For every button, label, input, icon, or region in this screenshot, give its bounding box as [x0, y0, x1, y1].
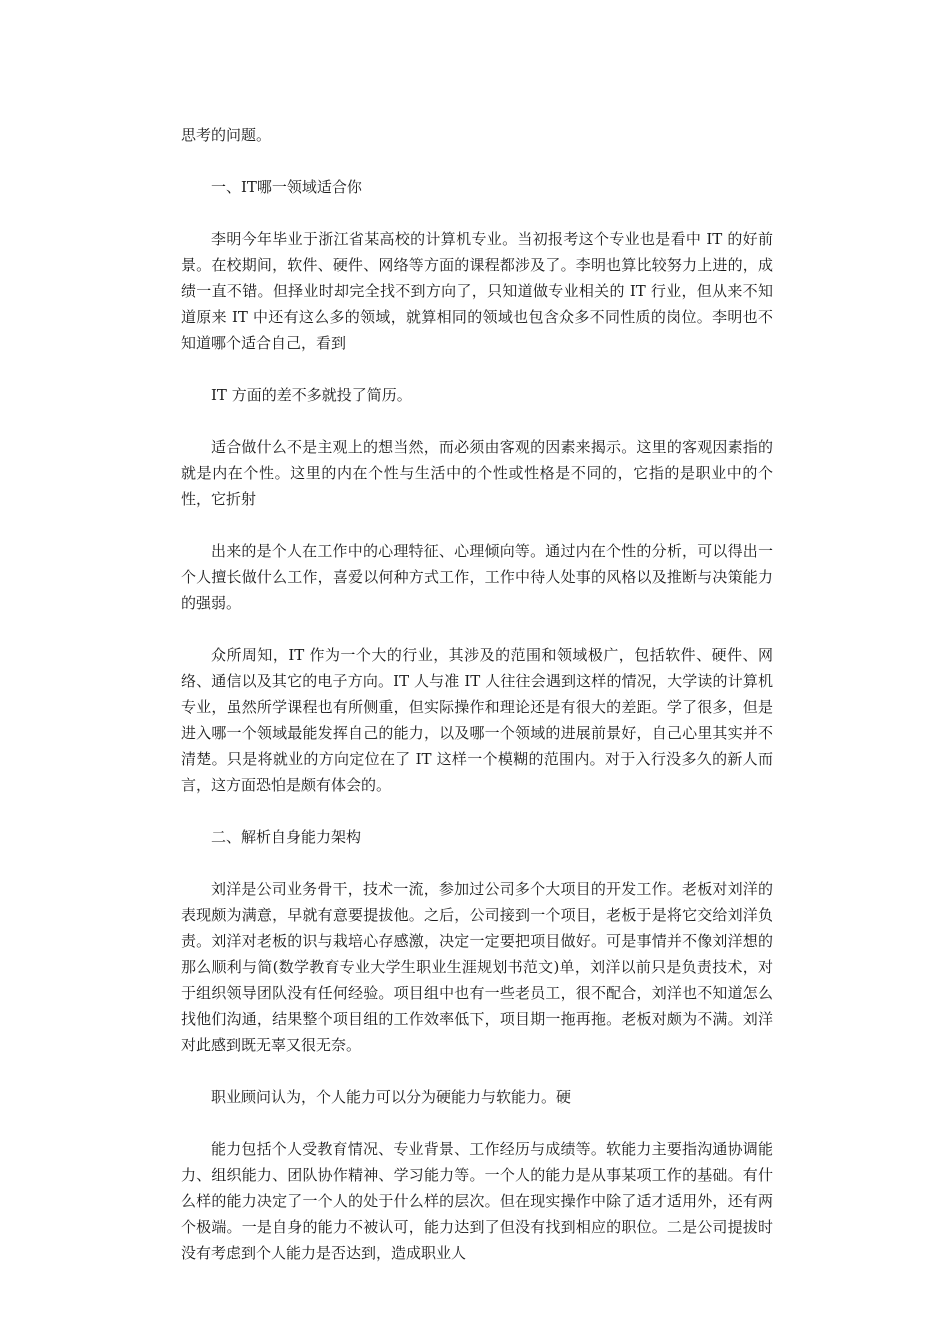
section-heading-1: 一、IT哪一领域适合你 [211, 178, 362, 196]
paragraph-8: 职业顾问认为，个人能力可以分为硬能力与软能力。硬 [211, 1088, 572, 1106]
paragraph-6: 众所周知，IT 作为一个大的行业，其涉及的范围和领域极广，包括软件、硬件、网络、通信以及其它的电子方向。IT 人与准 IT 人往往会遇到这样的情况，大学读的计算机专业，虽然所学课程也有所侧重，但实际操作和理论还是有很大的差距。学了很多，但是进入哪一个领域最能发挥自己的能力，以及哪一个领域的进展前景好，自己心里其实并不清楚。只是将就业的方向定位在了 IT 这样一个模糊的范围内。对于入行没多久的新人而言，这方面恐怕是颇有体会的。 [181, 646, 773, 794]
document-body [181, 122, 773, 1292]
paragraph-9: 能力包括个人受教育情况、专业背景、工作经历与成绩等。软能力主要指沟通协调能力、组织能力、团队协作精神、学习能力等。一个人的能力是从事某项工作的基础。有什么样的能力决定了一个人的处于什么样的层次。但在现实操作中除了适才适用外，还有两个极端。一是自身的能力不被认可，能力达到了但没有找到相应的职位。二是公司提拔时没有考虑到个人能力是否达到，造成职业人 [181, 1140, 773, 1262]
paragraph-1: 思考的问题。 [181, 126, 272, 144]
paragraph-5: 出来的是个人在工作中的心理特征、心理倾向等。通过内在个性的分析，可以得出一个人擅长做什么工作，喜爱以何种方式工作，工作中待人处事的风格以及推断与决策能力的强弱。 [181, 542, 773, 612]
paragraph-2: 李明今年毕业于浙江省某高校的计算机专业。当初报考这个专业也是看中 IT 的好前景。在校期间，软件、硬件、网络等方面的课程都涉及了。李明也算比较努力上进的，成绩一直不错。但择业时却完全找不到方向了，只知道做专业相关的 IT 行业，但从来不知道原来 IT 中还有这么多的领域，就算相同的领域也包含众多不同性质的岗位。李明也不知道哪个适合自己，看到 [181, 230, 773, 352]
paragraph-3: IT 方面的差不多就投了简历。 [211, 386, 412, 404]
section-heading-2: 二、解析自身能力架构 [211, 828, 362, 846]
paragraph-7: 刘洋是公司业务骨干，技术一流，参加过公司多个大项目的开发工作。老板对刘洋的表现颇为满意，早就有意要提拔他。之后，公司接到一个项目，老板于是将它交给刘洋负责。刘洋对老板的识与栽培心存感激，决定一定要把项目做好。可是事情并不像刘洋想的那么顺利与简(数学教育专业大学生职业生涯规划书范文)单，刘洋以前只是负责技术，对于组织领导团队没有任何经验。项目组中也有一些老员工，很不配合，刘洋也不知道怎么找他们沟通，结果整个项目组的工作效率低下，项目期一拖再拖。老板对颇为不满。刘洋对此感到既无辜又很无奈。 [181, 880, 773, 1054]
paragraph-4: 适合做什么不是主观上的想当然，而必须由客观的因素来揭示。这里的客观因素指的就是内在个性。这里的内在个性与生活中的个性或性格是不同的，它指的是职业中的个性，它折射 [181, 438, 773, 508]
